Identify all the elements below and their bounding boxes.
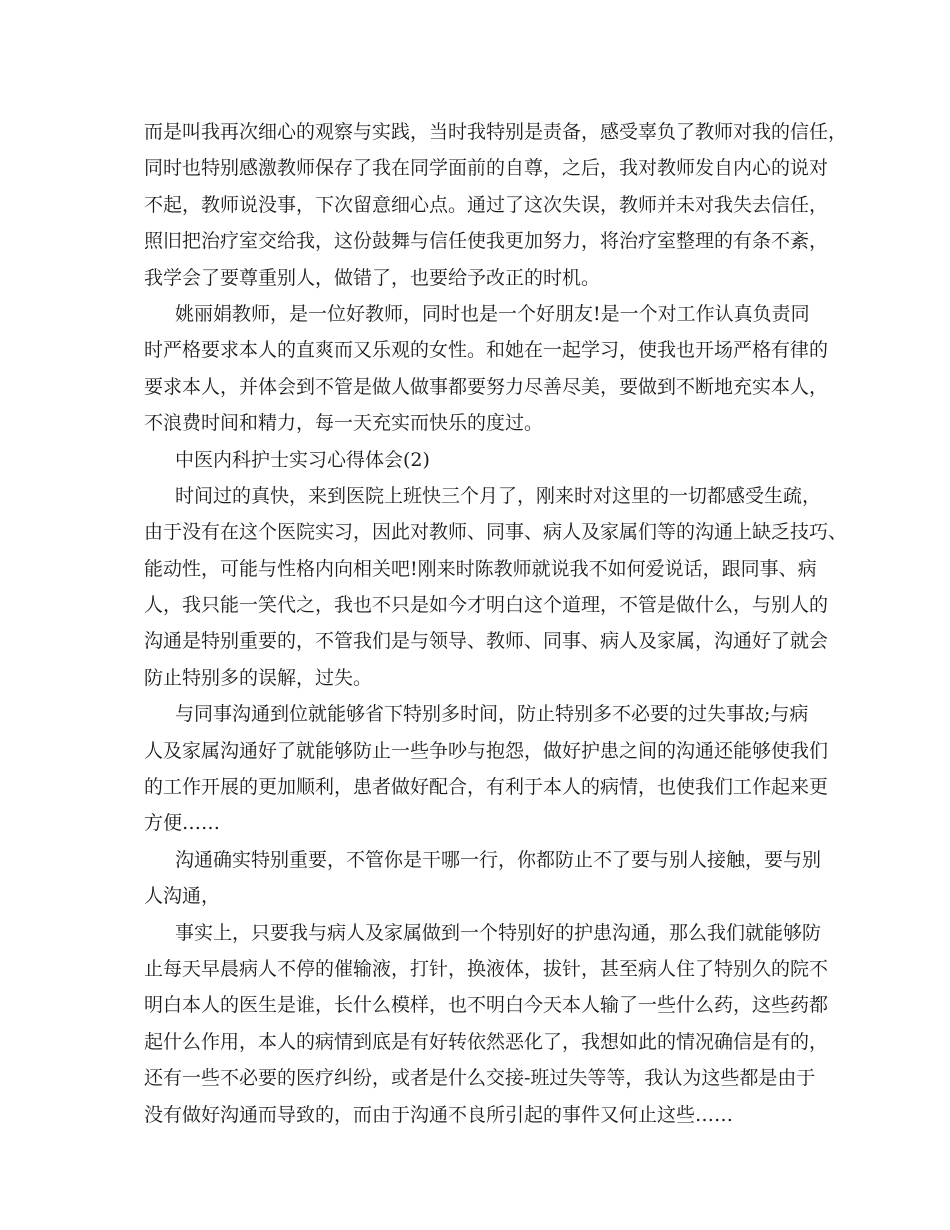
text-line: 人沟通， — [144, 885, 221, 908]
text-line: 同时也特别感激教师保存了我在同学面前的自尊，之后，我对教师发自内心的说对 — [144, 157, 829, 180]
text-line: 的工作开展的更加顺利，患者做好配合，有利于本人的病情，也使我们工作起来更 — [144, 776, 829, 799]
text-line: 沟通是特别重要的，不管我们是与领导、教师、同事、病人及家属，沟通好了就会 — [144, 630, 829, 653]
text-line: 姚丽娟教师，是一位好教师，同时也是一个好朋友!是一个对工作认真负责同 — [175, 302, 810, 325]
body-text — [144, 114, 848, 1133]
text-line: 时间过的真快，来到医院上班快三个月了，刚来时对这里的一切都感受生疏， — [175, 484, 822, 507]
text-line: 照旧把治疗室交给我，这份鼓舞与信任使我更加努力，将治疗室整理的有条不紊， — [144, 230, 829, 253]
text-line: 明白本人的医生是谁，长什么模样，也不明白今天本人输了一些什么药，这些药都 — [144, 994, 829, 1017]
text-line: 时严格要求本人的直爽而又乐观的女性。和她在一起学习，使我也开场严格有律的 — [144, 339, 829, 362]
text-line: 能动性，可能与性格内向相关吧!刚来时陈教师就说我不如何爱说话，跟同事、病 — [144, 557, 817, 580]
text-line: 事实上，只要我与病人及家属做到一个特别好的护患沟通，那么我们就能够防 — [175, 921, 822, 944]
text-line: 防止特别多的误解，过失。 — [144, 666, 373, 689]
text-line: 而是叫我再次细心的观察与实践，当时我特别是责备，感受辜负了教师对我的信任， — [144, 121, 848, 143]
text-line: 人，我只能一笑代之，我也不只是如今才明白这个道理，不管是做什么，与别人的 — [144, 594, 829, 617]
section-heading: 中医内科护士实习心得体会(2) — [175, 448, 430, 471]
text-line: 不浪费时间和精力，每一天充实而快乐的度过。 — [144, 412, 544, 435]
text-line: 由于没有在这个医院实习，因此对教师、同事、病人及家属们等的沟通上缺乏技巧、 — [144, 521, 848, 544]
text-line: 没有做好沟通而导致的，而由于沟通不良所引起的事件又何止这些…… — [144, 1103, 734, 1126]
text-line: 方便…… — [144, 812, 221, 835]
text-line: 还有一些不必要的医疗纠纷，或者是什么交接-班过失等等，我认为这些都是由于 — [144, 1067, 816, 1090]
text-line: 人及家属沟通好了就能够防止一些争吵与抱怨，做好护患之间的沟通还能够使我们 — [144, 739, 829, 762]
text-line: 与同事沟通到位就能够省下特别多时间，防止特别多不必要的过失事故;与病 — [175, 703, 809, 726]
text-line: 我学会了要尊重别人，做错了，也要给予改正的时机。 — [144, 266, 601, 289]
text-line: 止每天早晨病人不停的催输液，打针，换液体，拔针，甚至病人住了特别久的院不 — [144, 957, 829, 980]
text-line: 要求本人，并体会到不管是做人做事都要努力尽善尽美，要做到不断地充实本人， — [144, 375, 829, 398]
text-line: 起什么作用，本人的病情到底是有好转依然恶化了，我想如此的情况确信是有的， — [144, 1030, 829, 1053]
text-line: 沟通确实特别重要，不管你是干哪一行，你都防止不了要与别人接触，要与别 — [175, 848, 822, 871]
text-line: 不起，教师说没事，下次留意细心点。通过了这次失误，教师并未对我失去信任， — [144, 193, 829, 216]
